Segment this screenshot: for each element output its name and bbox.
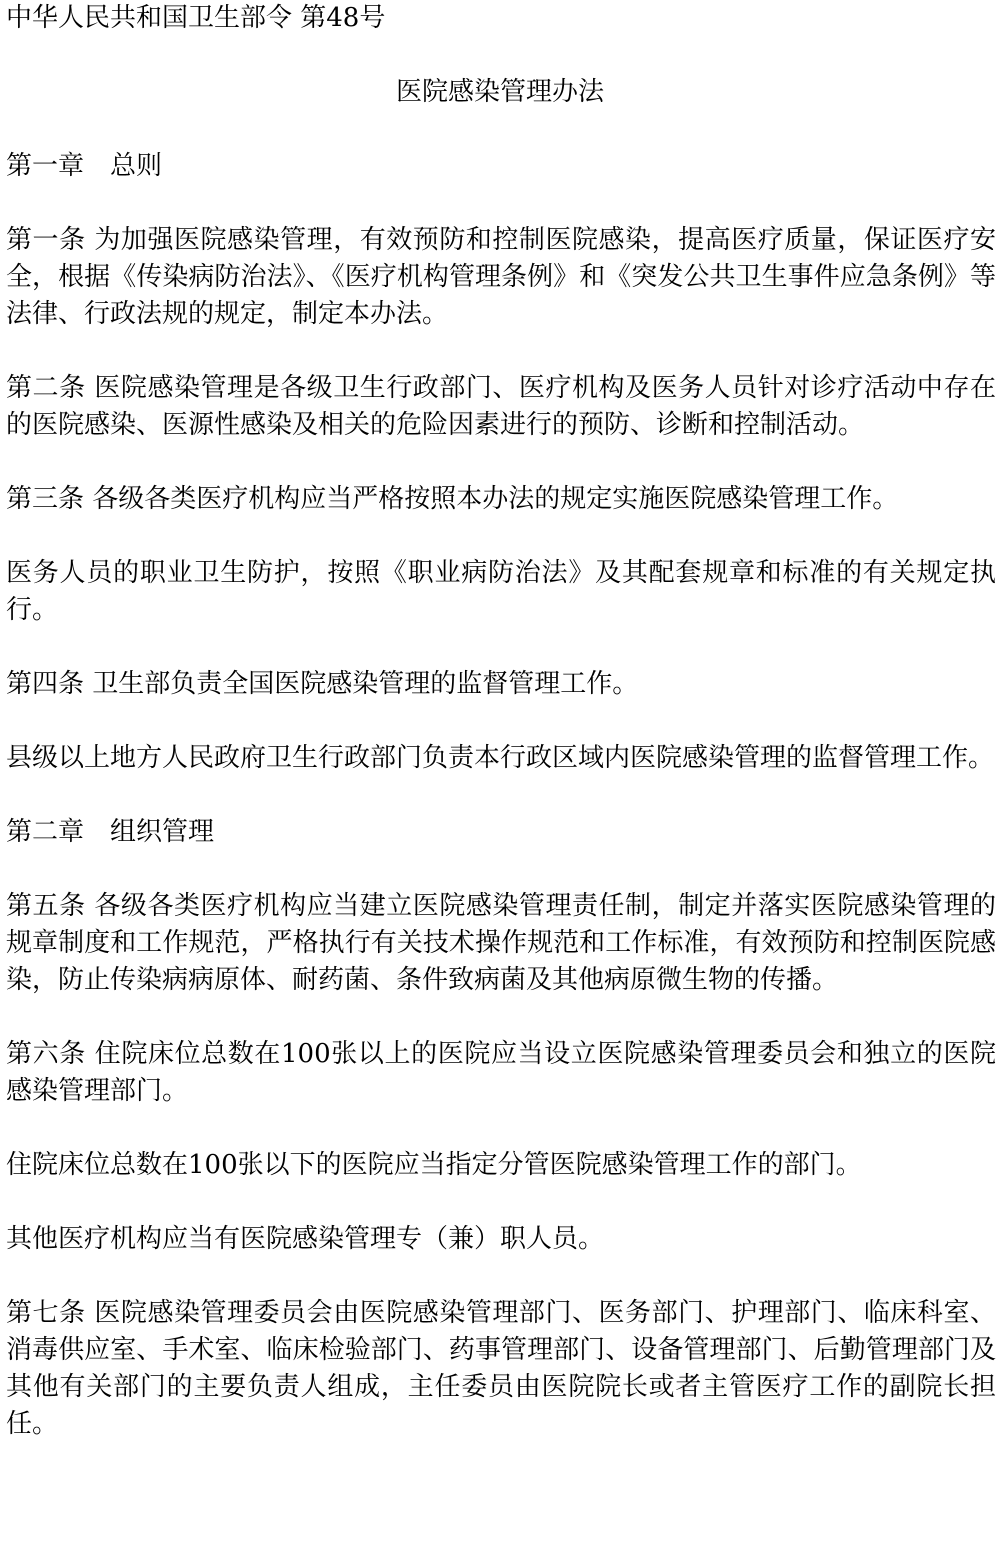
article-6-paragraph-3: 其他医疗机构应当有医院感染管理专（兼）职人员。 [6,1224,605,1254]
article-2: 第二条 医院感染管理是各级卫生行政部门、医疗机构及医务人员针对诊疗活动中存在的医院感染、医源性感染及相关的危险因素进行的预防、诊断和控制活动。 [6,373,996,440]
chapter-heading-2: 第二章 组织管理 [6,817,215,847]
document-title: 医院感染管理办法 [395,77,604,107]
decree-number: 中华人民共和国卫生部令 第48号 [6,3,386,33]
document-page [6,0,996,1443]
article-6-paragraph-2: 住院床位总数在100张以下的医院应当指定分管医院感染管理工作的部门。 [6,1150,862,1180]
article-5: 第五条 各级各类医疗机构应当建立医院感染管理责任制，制定并落实医院感染管理的规章制度和工作规范，严格执行有关技术操作规范和工作标准，有效预防和控制医院感染，防止传染病病原体、耐药菌、条件致病菌及其他病原微生物的传播。 [6,891,996,995]
article-1: 第一条 为加强医院感染管理，有效预防和控制医院感染，提高医疗质量，保证医疗安全，根据《传染病防治法》、《医疗机构管理条例》和《突发公共卫生事件应急条例》等法律、行政法规的规定，制定本办法。 [6,225,996,329]
article-6: 第六条 住院床位总数在100张以上的医院应当设立医院感染管理委员会和独立的医院感染管理部门。 [6,1039,996,1106]
article-3-paragraph-2: 医务人员的职业卫生防护，按照《职业病防治法》及其配套规章和标准的有关规定执行。 [6,558,996,625]
article-7: 第七条 医院感染管理委员会由医院感染管理部门、医务部门、护理部门、临床科室、消毒供应室、手术室、临床检验部门、药事管理部门、设备管理部门、后勤管理部门及其他有关部门的主要负责人组成，主任委员由医院院长或者主管医疗工作的副院长担任。 [6,1298,996,1439]
article-3: 第三条 各级各类医疗机构应当严格按照本办法的规定实施医院感染管理工作。 [6,484,899,514]
chapter-heading-1: 第一章 总则 [6,151,163,181]
article-4-paragraph-2: 县级以上地方人民政府卫生行政部门负责本行政区域内医院感染管理的监督管理工作。 [6,743,995,773]
article-4: 第四条 卫生部负责全国医院感染管理的监督管理工作。 [6,669,639,699]
